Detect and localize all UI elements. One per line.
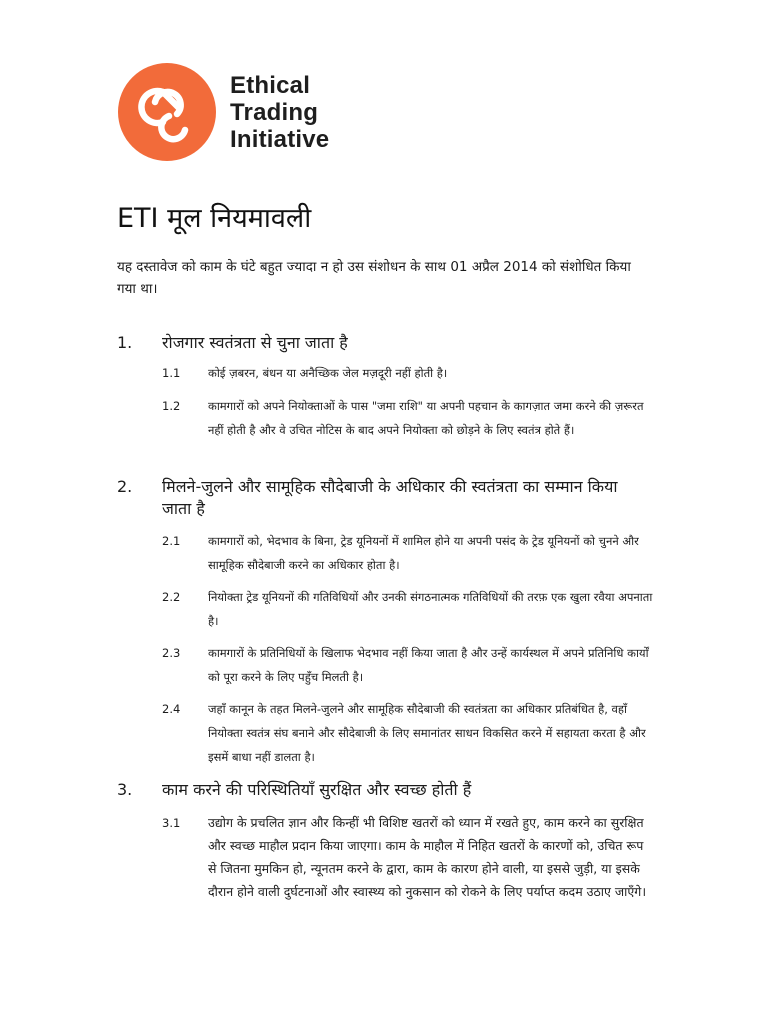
- intro-paragraph: यह दस्तावेज को काम के घंटे बहुत ज्यादा न हो उस संशोधन के साथ 01 अप्रैल 2014 को संशोधित किया गया था।: [117, 259, 631, 297]
- clause-text: जहाँ कानून के तहत मिलने-जुलने और सामूहिक सौदेबाजी की स्वतंत्रता का अधिकार प्रतिबंधित है, वहाँ नियोक्ता स्वतंत्र संघ बनाने और सौदेबाजी के लिए समानांतर साधन विकसित करने में सहायता करता है और इसमें बाधा नहीं डालता है।: [208, 702, 646, 764]
- clause-text: नियोक्ता ट्रेड यूनियनों की गतिविधियों और उनकी संगठनात्मक गतिविधियों की तरफ़ एक खुला रवैया अपनाता है।: [208, 590, 653, 628]
- clause-text: कोई ज़बरन, बंधन या अनैच्छिक जेल मज़दूरी नहीं होती है।: [208, 366, 448, 380]
- section-number: 3.: [117, 780, 133, 799]
- brand-name-line-3: Initiative: [230, 125, 330, 153]
- clause-text: कामगारों को, भेदभाव के बिना, ट्रेड यूनियनों में शामिल होने या अपनी पसंद के ट्रेड यूनियनों को चुनने और सामूहिक सौदेबाजी करने का अधिकार होता है।: [208, 534, 639, 572]
- clause-text: उद्योग के प्रचलित ज्ञान और किन्हीं भी विशिष्ट खतरों को ध्यान में रखते हुए, काम करने का सुरक्षित और स्वच्छ माहौल प्रदान किया जाएगा। काम के माहौल में निहित खतरों के कारणों को, उचित रूप से जितना मुमकिन हो, न्यूनतम करने के द्वारा, काम के कारण होने वाली, या इससे जुड़ी, या इसके दौरान होने वाली दुर्घटनाओं और स्वास्थ्य को नुकसान को रोकने के लिए पर्याप्त कदम उठाए जाएँगे।: [208, 815, 647, 899]
- clause-text: कामगारों को अपने नियोक्ताओं के पास "जमा राशि" या अपनी पहचान के कागज़ात जमा करने की ज़रूरत नहीं होती है और वे उचित नोटिस के बाद अपने नियोक्ता को छोड़ने के लिए स्वतंत्र होते हैं।: [208, 399, 644, 437]
- eti-logo: [117, 62, 329, 162]
- brand-name-line-1: Ethical: [230, 71, 311, 99]
- page-title: ETI मूल नियमावली: [117, 203, 312, 234]
- clause-number: 2.1: [162, 534, 181, 548]
- brand-name-line-2: Trading: [230, 98, 319, 126]
- clause-text: कामगारों के प्रतिनिधियों के खिलाफ भेदभाव नहीं किया जाता है और उन्हें कार्यस्थल में अपने प्रतिनिधि कार्यों को पूरा करने के लिए पहुँच मिलती है।: [208, 646, 649, 684]
- clause-number: 3.1: [162, 816, 181, 830]
- clause-number: 2.4: [162, 702, 181, 716]
- eti-logo-mark-icon: [117, 62, 217, 162]
- section-number: 2.: [117, 477, 133, 496]
- section-title: रोजगार स्वतंत्रता से चुना जाता है: [162, 333, 348, 352]
- section-title: काम करने की परिस्थितियाँ सुरक्षित और स्वच्छ होती हैं: [162, 780, 472, 799]
- clause-number: 2.2: [162, 590, 181, 604]
- clause-number: 2.3: [162, 646, 181, 660]
- clause-number: 1.1: [162, 366, 181, 380]
- brand-name: [230, 72, 329, 153]
- clause-number: 1.2: [162, 399, 181, 413]
- section-title: मिलने-जुलने और सामूहिक सौदेबाजी के अधिकार की स्वतंत्रता का सम्मान किया जाता है: [162, 477, 618, 518]
- section-number: 1.: [117, 333, 133, 352]
